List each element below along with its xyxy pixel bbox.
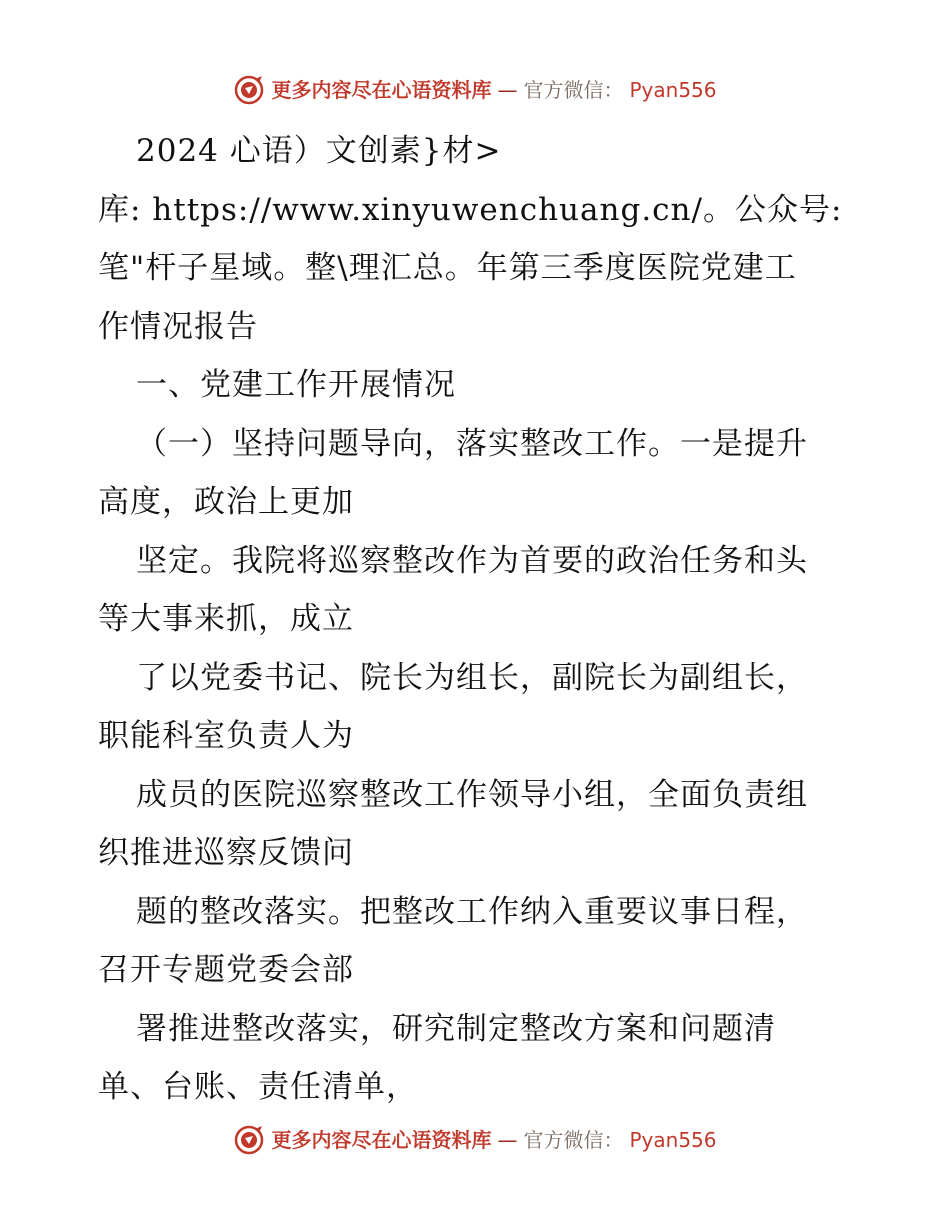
banner-wechat-id: Pyan556	[629, 78, 717, 102]
banner-wechat-id: Pyan556	[629, 1128, 717, 1152]
text-line: 单、台账、责任清单，	[98, 1069, 418, 1105]
footer-watermark-banner	[0, 1124, 950, 1156]
banner-main-text: 更多内容尽在心语资料库	[271, 78, 492, 102]
text-line: 2024 心语）文创素}材>	[136, 133, 502, 169]
text-line: 署推进整改落实，研究制定整改方案和问题清	[136, 1010, 776, 1047]
red-circle-logo-icon	[233, 1124, 265, 1156]
text-line: 笔"杆子星域。整\理汇总。年第三季度医院党建工	[98, 250, 797, 286]
section-heading: 一、党建工作开展情况	[136, 367, 456, 403]
text-line: 召开专题党委会部	[98, 952, 354, 988]
text-line: 成员的医院巡察整改工作领导小组，全面负责组	[136, 776, 808, 813]
subsection-heading: （一）坚持问题导向，落实整改工作。一是提升	[136, 425, 808, 462]
document-title-line: 作情况报告	[98, 308, 258, 345]
text-line: 织推进巡察反馈问	[98, 835, 354, 871]
header-watermark-banner	[0, 74, 950, 106]
banner-dash: —	[497, 78, 518, 102]
banner-dash: —	[497, 1128, 518, 1152]
text-line: 职能科室负责人为	[98, 718, 354, 754]
text-line: 坚定。我院将巡察整改作为首要的政治任务和头	[136, 542, 808, 579]
red-circle-logo-icon	[233, 74, 265, 106]
banner-main-text: 更多内容尽在心语资料库	[271, 1128, 492, 1152]
text-line: 高度，政治上更加	[98, 484, 354, 520]
text-line: 等大事来抓，成立	[98, 601, 354, 637]
text-line: 库: https://www.xinyuwenchuang.cn/。公众号:	[98, 191, 843, 228]
banner-wechat-label: 官方微信：	[523, 1128, 624, 1152]
text-line: 题的整改落实。把整改工作纳入重要议事日程，	[136, 893, 808, 930]
text-line: 了以党委书记、院长为组长，副院长为副组长，	[136, 659, 808, 696]
banner-wechat-label: 官方微信：	[523, 78, 624, 102]
document-body	[98, 122, 868, 1117]
